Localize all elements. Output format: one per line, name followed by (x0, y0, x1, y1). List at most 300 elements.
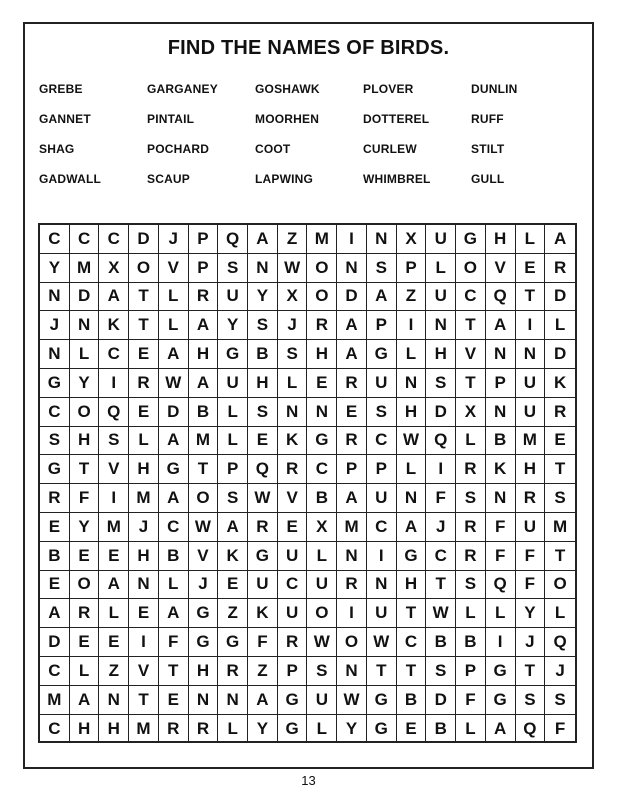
grid-cell[interactable]: N (218, 686, 248, 715)
grid-cell[interactable]: V (99, 455, 129, 484)
grid-cell[interactable]: S (99, 427, 129, 456)
grid-cell[interactable]: A (159, 599, 189, 628)
grid-cell[interactable]: Y (248, 283, 278, 312)
grid-cell[interactable]: H (397, 398, 427, 427)
grid-cell[interactable]: L (397, 455, 427, 484)
grid-cell[interactable]: Y (218, 311, 248, 340)
grid-cell[interactable]: P (278, 657, 308, 686)
grid-cell[interactable]: I (516, 311, 546, 340)
grid-cell[interactable]: I (397, 311, 427, 340)
grid-cell[interactable]: R (456, 513, 486, 542)
grid-cell[interactable]: K (218, 542, 248, 571)
grid-cell[interactable]: A (337, 484, 367, 513)
grid-cell[interactable]: R (337, 369, 367, 398)
grid-cell[interactable]: H (99, 715, 129, 744)
grid-cell[interactable]: T (70, 455, 100, 484)
grid-cell[interactable]: C (99, 340, 129, 369)
grid-cell[interactable]: O (70, 571, 100, 600)
grid-cell[interactable]: A (337, 311, 367, 340)
grid-cell[interactable]: C (397, 628, 427, 657)
grid-cell[interactable]: G (278, 686, 308, 715)
grid-cell[interactable]: Y (516, 599, 546, 628)
grid-cell[interactable]: S (278, 340, 308, 369)
grid-cell[interactable]: T (159, 657, 189, 686)
grid-cell[interactable]: A (248, 225, 278, 254)
grid-cell[interactable]: N (397, 369, 427, 398)
grid-cell[interactable]: C (40, 398, 70, 427)
grid-cell[interactable]: M (307, 225, 337, 254)
grid-cell[interactable]: N (337, 657, 367, 686)
grid-cell[interactable]: N (486, 484, 516, 513)
grid-cell[interactable]: H (307, 340, 337, 369)
grid-cell[interactable]: Q (248, 455, 278, 484)
grid-cell[interactable]: D (129, 225, 159, 254)
grid-cell[interactable]: R (307, 311, 337, 340)
grid-cell[interactable]: T (129, 283, 159, 312)
grid-cell[interactable]: T (516, 657, 546, 686)
grid-cell[interactable]: G (307, 427, 337, 456)
grid-cell[interactable]: U (367, 369, 397, 398)
grid-cell[interactable]: A (545, 225, 575, 254)
grid-cell[interactable]: U (307, 686, 337, 715)
grid-cell[interactable]: R (159, 715, 189, 744)
grid-cell[interactable]: E (278, 513, 308, 542)
grid-cell[interactable]: D (40, 628, 70, 657)
grid-cell[interactable]: Q (218, 225, 248, 254)
grid-cell[interactable]: N (129, 571, 159, 600)
grid-cell[interactable]: S (367, 398, 397, 427)
grid-cell[interactable]: M (99, 513, 129, 542)
grid-cell[interactable]: T (545, 542, 575, 571)
grid-cell[interactable]: A (189, 369, 219, 398)
grid-cell[interactable]: P (367, 455, 397, 484)
grid-cell[interactable]: O (189, 484, 219, 513)
grid-cell[interactable]: P (218, 455, 248, 484)
grid-cell[interactable]: J (159, 225, 189, 254)
grid-cell[interactable]: Q (516, 715, 546, 744)
grid-cell[interactable]: T (129, 311, 159, 340)
grid-cell[interactable]: N (397, 484, 427, 513)
grid-cell[interactable]: N (486, 340, 516, 369)
grid-cell[interactable]: M (545, 513, 575, 542)
grid-cell[interactable]: M (516, 427, 546, 456)
grid-cell[interactable]: T (456, 369, 486, 398)
grid-cell[interactable]: D (426, 686, 456, 715)
grid-cell[interactable]: C (70, 225, 100, 254)
grid-cell[interactable]: N (40, 283, 70, 312)
grid-cell[interactable]: S (367, 254, 397, 283)
grid-cell[interactable]: M (337, 513, 367, 542)
grid-cell[interactable]: Y (70, 369, 100, 398)
grid-cell[interactable]: F (70, 484, 100, 513)
grid-cell[interactable]: C (367, 513, 397, 542)
grid-cell[interactable]: E (516, 254, 546, 283)
grid-cell[interactable]: L (70, 657, 100, 686)
grid-cell[interactable]: I (99, 369, 129, 398)
grid-cell[interactable]: R (545, 398, 575, 427)
grid-cell[interactable]: V (159, 254, 189, 283)
grid-cell[interactable]: F (554, 718, 566, 738)
grid-cell[interactable]: J (189, 571, 219, 600)
grid-cell[interactable]: L (159, 571, 189, 600)
grid-cell[interactable]: C (40, 715, 70, 744)
grid-cell[interactable]: U (248, 571, 278, 600)
grid-cell[interactable]: H (129, 455, 159, 484)
grid-cell[interactable]: A (397, 513, 427, 542)
grid-cell[interactable]: R (40, 484, 70, 513)
grid-cell[interactable]: B (426, 715, 456, 744)
grid-cell[interactable]: E (545, 427, 575, 456)
grid-cell[interactable]: R (278, 455, 308, 484)
grid-cell[interactable]: F (159, 628, 189, 657)
grid-cell[interactable]: C (40, 225, 70, 254)
grid-cell[interactable]: S (40, 427, 70, 456)
grid-cell[interactable]: N (337, 254, 367, 283)
grid-cell[interactable]: S (307, 657, 337, 686)
grid-cell[interactable]: V (189, 542, 219, 571)
grid-cell[interactable]: Q (545, 628, 575, 657)
grid-cell[interactable]: L (516, 225, 546, 254)
grid-cell[interactable]: D (337, 283, 367, 312)
grid-cell[interactable]: S (218, 254, 248, 283)
grid-cell[interactable]: P (189, 225, 219, 254)
grid-cell[interactable]: G (248, 542, 278, 571)
grid-cell[interactable]: U (218, 283, 248, 312)
grid-cell[interactable]: D (159, 398, 189, 427)
grid-cell[interactable]: V (278, 484, 308, 513)
grid-cell[interactable]: G (40, 369, 70, 398)
grid-cell[interactable]: G (218, 340, 248, 369)
grid-cell[interactable]: B (426, 628, 456, 657)
grid-cell[interactable]: A (189, 311, 219, 340)
grid-cell[interactable]: U (367, 484, 397, 513)
grid-cell[interactable]: I (426, 455, 456, 484)
grid-cell[interactable]: C (159, 513, 189, 542)
grid-cell[interactable]: O (545, 571, 575, 600)
grid-cell[interactable]: E (129, 398, 159, 427)
grid-cell[interactable]: Z (248, 657, 278, 686)
grid-cell[interactable]: N (367, 571, 397, 600)
grid-cell[interactable]: O (307, 599, 337, 628)
grid-cell[interactable]: E (397, 715, 427, 744)
grid-cell[interactable]: A (218, 513, 248, 542)
grid-cell[interactable]: E (40, 513, 70, 542)
grid-cell[interactable]: R (516, 484, 546, 513)
grid-cell[interactable]: Z (278, 225, 308, 254)
grid-cell[interactable]: C (307, 455, 337, 484)
grid-cell[interactable]: E (40, 571, 70, 600)
grid-cell[interactable]: S (516, 686, 546, 715)
grid-cell[interactable]: A (40, 599, 70, 628)
grid-cell[interactable]: J (516, 628, 546, 657)
grid-cell[interactable]: T (516, 283, 546, 312)
grid-cell[interactable]: E (218, 571, 248, 600)
grid-cell[interactable]: C (40, 657, 70, 686)
grid-cell[interactable]: U (516, 398, 546, 427)
grid-cell[interactable]: Y (40, 254, 70, 283)
grid-cell[interactable]: N (40, 340, 70, 369)
grid-cell[interactable]: N (70, 311, 100, 340)
grid-cell[interactable]: T (545, 455, 575, 484)
grid-cell[interactable]: L (99, 599, 129, 628)
grid-cell[interactable]: S (426, 369, 456, 398)
grid-cell[interactable]: C (426, 542, 456, 571)
grid-cell[interactable]: G (397, 542, 427, 571)
grid-cell[interactable]: R (129, 369, 159, 398)
grid-cell[interactable]: D (70, 283, 100, 312)
grid-cell[interactable]: G (278, 715, 308, 744)
grid-cell[interactable]: J (40, 311, 70, 340)
grid-cell[interactable]: Z (218, 599, 248, 628)
grid-cell[interactable]: N (426, 311, 456, 340)
grid-cell[interactable]: K (248, 599, 278, 628)
grid-cell[interactable]: J (426, 513, 456, 542)
grid-cell[interactable]: U (278, 599, 308, 628)
grid-cell[interactable]: T (367, 657, 397, 686)
grid-cell[interactable]: F (486, 513, 516, 542)
grid-cell[interactable]: A (367, 283, 397, 312)
grid-cell[interactable]: G (367, 715, 397, 744)
grid-cell[interactable]: T (397, 657, 427, 686)
grid-cell[interactable]: S (218, 484, 248, 513)
grid-cell[interactable]: N (516, 340, 546, 369)
grid-cell[interactable]: J (278, 311, 308, 340)
grid-cell[interactable]: G (486, 657, 516, 686)
grid-cell[interactable]: C (456, 283, 486, 312)
grid-cell[interactable]: O (456, 254, 486, 283)
grid-cell[interactable]: G (189, 599, 219, 628)
grid-cell[interactable]: B (248, 340, 278, 369)
grid-cell[interactable]: O (70, 398, 100, 427)
grid-cell[interactable]: L (129, 427, 159, 456)
grid-cell[interactable]: Q (426, 427, 456, 456)
grid-cell[interactable]: A (486, 715, 516, 744)
grid-cell[interactable]: Q (99, 398, 129, 427)
grid-cell[interactable]: B (159, 542, 189, 571)
grid-cell[interactable]: E (99, 542, 129, 571)
grid-cell[interactable]: R (456, 542, 486, 571)
grid-cell[interactable]: W (307, 628, 337, 657)
grid-cell[interactable]: E (70, 542, 100, 571)
grid-cell[interactable]: K (545, 369, 575, 398)
grid-cell[interactable]: F (486, 542, 516, 571)
grid-cell[interactable]: K (486, 455, 516, 484)
grid-cell[interactable]: L (278, 369, 308, 398)
grid-cell[interactable]: B (189, 398, 219, 427)
grid-cell[interactable]: F (248, 628, 278, 657)
grid-cell[interactable]: N (337, 542, 367, 571)
grid-cell[interactable]: K (278, 427, 308, 456)
grid-cell[interactable]: E (129, 340, 159, 369)
grid-cell[interactable]: L (218, 398, 248, 427)
grid-cell[interactable]: W (337, 686, 367, 715)
grid-cell[interactable]: E (248, 427, 278, 456)
grid-cell[interactable]: N (278, 398, 308, 427)
grid-cell[interactable]: T (456, 311, 486, 340)
grid-cell[interactable]: L (426, 254, 456, 283)
grid-cell[interactable]: I (486, 628, 516, 657)
grid-cell[interactable]: P (367, 311, 397, 340)
grid-cell[interactable]: F (426, 484, 456, 513)
grid-cell[interactable]: M (129, 715, 159, 744)
grid-cell[interactable]: A (159, 427, 189, 456)
grid-cell[interactable]: S (248, 311, 278, 340)
grid-cell[interactable]: S (545, 686, 575, 715)
grid-cell[interactable]: T (189, 455, 219, 484)
grid-cell[interactable]: A (99, 571, 129, 600)
grid-cell[interactable]: R (70, 599, 100, 628)
grid-cell[interactable]: E (337, 398, 367, 427)
grid-cell[interactable]: R (189, 283, 219, 312)
grid-cell[interactable]: H (426, 340, 456, 369)
grid-cell[interactable]: W (367, 628, 397, 657)
grid-cell[interactable]: A (337, 340, 367, 369)
grid-cell[interactable]: A (248, 686, 278, 715)
grid-cell[interactable]: S (426, 657, 456, 686)
grid-cell[interactable]: V (129, 657, 159, 686)
grid-cell[interactable]: D (545, 283, 575, 312)
grid-cell[interactable]: W (248, 484, 278, 513)
grid-cell[interactable]: J (129, 513, 159, 542)
grid-cell[interactable]: G (40, 455, 70, 484)
grid-cell[interactable]: L (545, 311, 575, 340)
grid-cell[interactable]: R (248, 513, 278, 542)
grid-cell[interactable]: O (129, 254, 159, 283)
grid-cell[interactable]: U (426, 283, 456, 312)
grid-cell[interactable]: U (307, 571, 337, 600)
grid-cell[interactable]: L (456, 715, 486, 744)
grid-cell[interactable]: C (278, 571, 308, 600)
grid-cell[interactable]: B (456, 628, 486, 657)
grid-cell[interactable]: B (307, 484, 337, 513)
grid-cell[interactable]: I (367, 542, 397, 571)
grid-cell[interactable]: X (99, 254, 129, 283)
grid-cell[interactable]: O (307, 254, 337, 283)
grid-cell[interactable]: I (337, 599, 367, 628)
grid-cell[interactable]: V (486, 254, 516, 283)
grid-cell[interactable]: X (397, 225, 427, 254)
grid-cell[interactable]: E (129, 599, 159, 628)
grid-cell[interactable]: A (486, 311, 516, 340)
grid-cell[interactable]: L (218, 427, 248, 456)
grid-cell[interactable]: Q (486, 571, 516, 600)
grid-cell[interactable]: G (456, 225, 486, 254)
grid-cell[interactable]: N (99, 686, 129, 715)
grid-cell[interactable]: J (545, 657, 575, 686)
grid-cell[interactable]: M (129, 484, 159, 513)
grid-cell[interactable]: L (218, 715, 248, 744)
grid-cell[interactable]: H (486, 225, 516, 254)
grid-cell[interactable]: B (486, 427, 516, 456)
grid-cell[interactable]: W (278, 254, 308, 283)
grid-cell[interactable]: T (397, 599, 427, 628)
grid-cell[interactable]: G (367, 686, 397, 715)
grid-cell[interactable]: R (189, 715, 219, 744)
grid-cell[interactable]: S (248, 398, 278, 427)
grid-cell[interactable]: T (426, 571, 456, 600)
grid-cell[interactable]: X (456, 398, 486, 427)
grid-cell[interactable]: L (486, 599, 516, 628)
grid-cell[interactable]: L (545, 599, 575, 628)
grid-cell[interactable]: I (129, 628, 159, 657)
grid-cell[interactable]: I (99, 484, 129, 513)
grid-cell[interactable]: F (516, 542, 546, 571)
grid-cell[interactable]: M (189, 427, 219, 456)
grid-cell[interactable]: N (486, 398, 516, 427)
grid-cell[interactable]: L (307, 715, 337, 744)
grid-cell[interactable]: W (189, 513, 219, 542)
grid-cell[interactable]: S (456, 484, 486, 513)
grid-cell[interactable]: X (307, 513, 337, 542)
grid-cell[interactable]: M (40, 686, 70, 715)
grid-cell[interactable]: M (70, 254, 100, 283)
grid-cell[interactable]: U (367, 599, 397, 628)
grid-cell[interactable]: H (189, 340, 219, 369)
grid-cell[interactable]: R (337, 427, 367, 456)
grid-cell[interactable]: P (189, 254, 219, 283)
grid-cell[interactable]: U (218, 369, 248, 398)
grid-cell[interactable]: V (456, 340, 486, 369)
grid-cell[interactable]: F (456, 686, 486, 715)
grid-cell[interactable]: N (248, 254, 278, 283)
grid-cell[interactable]: X (278, 283, 308, 312)
grid-cell[interactable]: G (159, 455, 189, 484)
grid-cell[interactable]: Z (99, 657, 129, 686)
grid-cell[interactable]: E (159, 686, 189, 715)
grid-cell[interactable]: H (516, 455, 546, 484)
grid-cell[interactable]: G (486, 686, 516, 715)
grid-cell[interactable]: L (159, 311, 189, 340)
grid-cell[interactable]: G (367, 340, 397, 369)
grid-cell[interactable]: S (456, 571, 486, 600)
grid-cell[interactable]: U (516, 513, 546, 542)
grid-cell[interactable]: Y (248, 715, 278, 744)
grid-cell[interactable]: N (307, 398, 337, 427)
grid-cell[interactable]: C (99, 225, 129, 254)
grid-cell[interactable]: C (367, 427, 397, 456)
grid-cell[interactable]: I (337, 225, 367, 254)
grid-cell[interactable]: R (456, 455, 486, 484)
grid-cell[interactable]: D (426, 398, 456, 427)
grid-cell[interactable]: N (367, 225, 397, 254)
grid-cell[interactable]: W (159, 369, 189, 398)
grid-cell[interactable]: L (70, 340, 100, 369)
grid-cell[interactable]: B (397, 686, 427, 715)
grid-cell[interactable]: D (545, 340, 575, 369)
grid-cell[interactable]: U (426, 225, 456, 254)
grid-cell[interactable]: A (159, 340, 189, 369)
grid-cell[interactable]: R (218, 657, 248, 686)
grid-cell[interactable]: O (337, 628, 367, 657)
grid-cell[interactable]: H (248, 369, 278, 398)
grid-cell[interactable]: P (456, 657, 486, 686)
grid-cell[interactable]: B (40, 542, 70, 571)
grid-cell[interactable]: U (516, 369, 546, 398)
grid-cell[interactable]: Y (70, 513, 100, 542)
grid-cell[interactable]: H (189, 657, 219, 686)
grid-cell[interactable]: T (129, 686, 159, 715)
grid-cell[interactable]: N (189, 686, 219, 715)
grid-cell[interactable]: Y (337, 715, 367, 744)
grid-cell[interactable]: E (99, 628, 129, 657)
grid-cell[interactable]: H (70, 427, 100, 456)
grid-cell[interactable]: L (307, 542, 337, 571)
grid-cell[interactable]: E (307, 369, 337, 398)
grid-cell[interactable]: W (426, 599, 456, 628)
grid-cell[interactable]: U (278, 542, 308, 571)
grid-cell[interactable]: R (545, 254, 575, 283)
grid-cell[interactable]: E (70, 628, 100, 657)
